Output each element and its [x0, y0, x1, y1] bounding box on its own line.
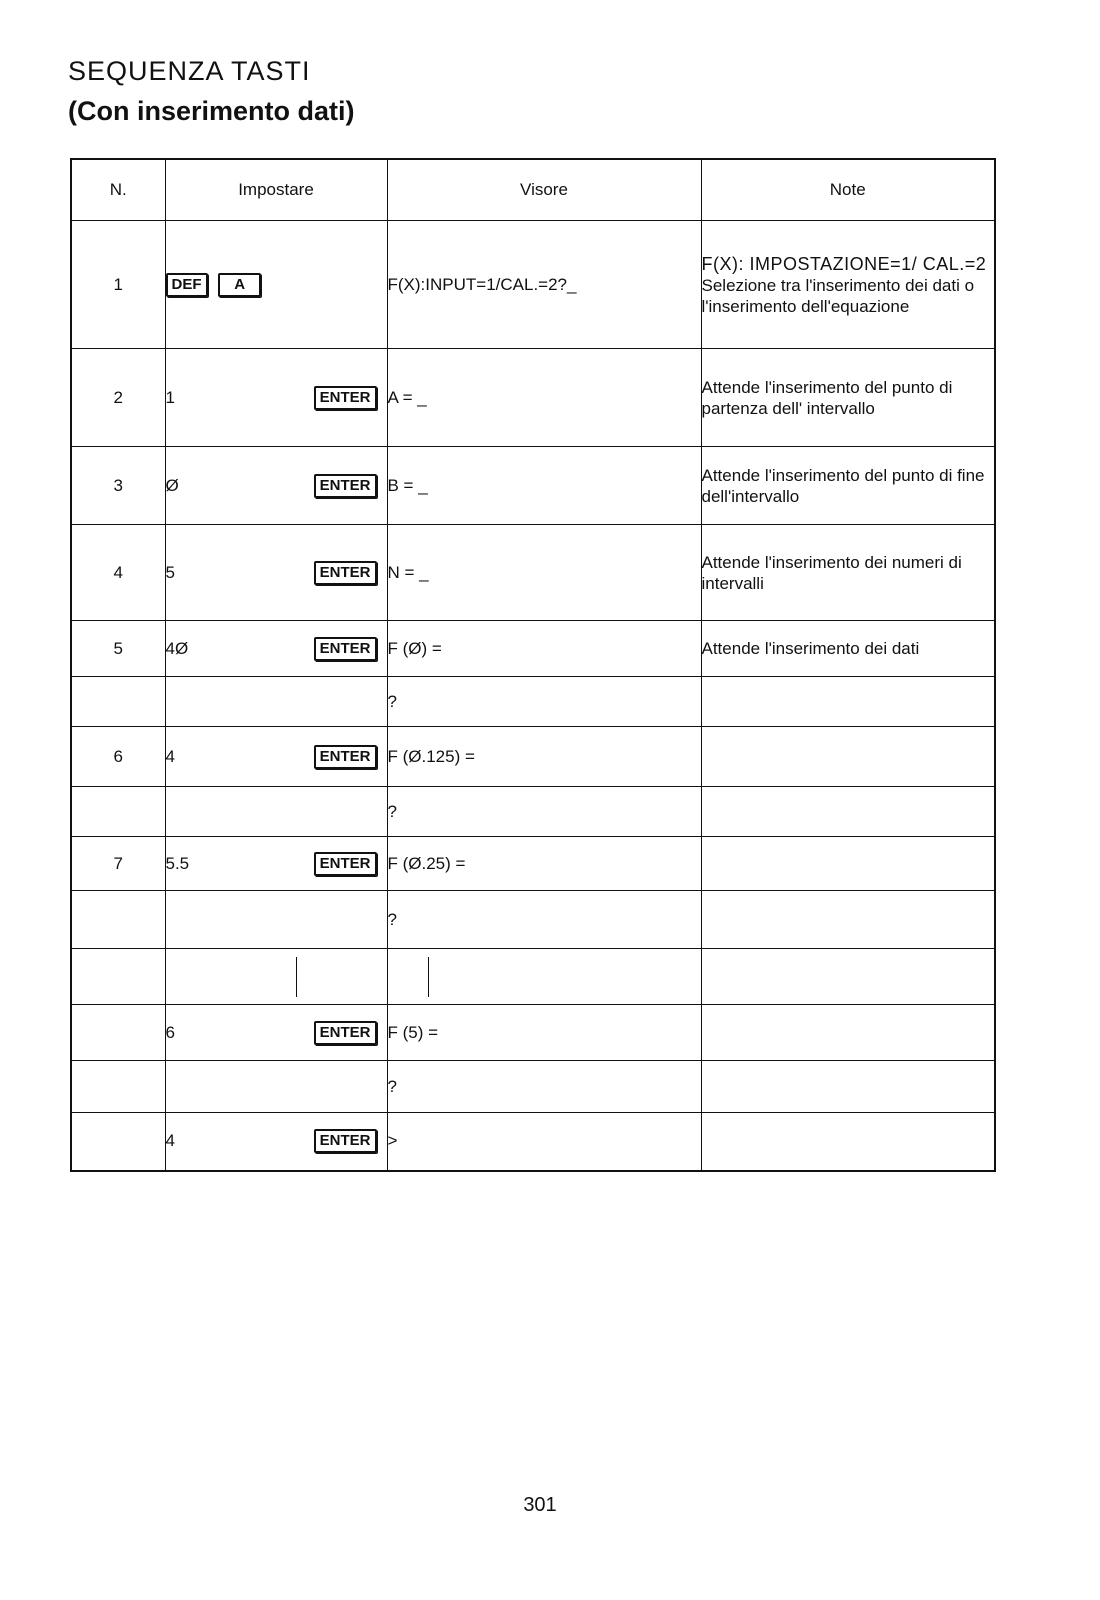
table-row [71, 1061, 995, 1113]
row-note [701, 221, 995, 349]
table-row [71, 1005, 995, 1061]
input-value: 1 [165, 387, 175, 407]
row-input [165, 349, 387, 447]
row-note: Attende l'inserimento dei numeri di intervalli [701, 525, 995, 621]
enter-key: ENTER [314, 637, 377, 661]
row-number [71, 949, 165, 1005]
table-row [71, 1113, 995, 1171]
input-value: 4Ø [165, 638, 189, 658]
table-row [71, 349, 995, 447]
enter-key: ENTER [314, 474, 377, 498]
row-display: ? [387, 1061, 701, 1113]
row-input [165, 891, 387, 949]
enter-key: ENTER [314, 745, 377, 769]
row-input [165, 1005, 387, 1061]
row-note: Attende l'inserimento del punto di fine dell'intervallo [701, 447, 995, 525]
row-display: F (Ø.25) = [387, 837, 701, 891]
row-note [701, 891, 995, 949]
key-sequence-table [70, 158, 996, 1172]
row-input [165, 949, 387, 1005]
row-number: 2 [71, 349, 165, 447]
enter-key: ENTER [314, 852, 377, 876]
row-display: F(X):INPUT=1/CAL.=2?_ [387, 221, 701, 349]
page-title: SEQUENZA TASTI [68, 56, 311, 86]
row-note [701, 677, 995, 727]
input-value: 5.5 [165, 853, 190, 873]
row-note [701, 1113, 995, 1171]
row-display: > [387, 1113, 701, 1171]
row-input [165, 221, 387, 349]
note-main: F(X): IMPOSTAZIONE=1/ CAL.=2 [701, 253, 987, 274]
table-row [71, 677, 995, 727]
header-note: Note [701, 159, 995, 221]
row-number [71, 787, 165, 837]
table-header-row [71, 159, 995, 221]
table-row [71, 447, 995, 525]
row-number [71, 1061, 165, 1113]
row-input [165, 837, 387, 891]
row-display: F (Ø.125) = [387, 727, 701, 787]
row-number: 4 [71, 525, 165, 621]
row-input [165, 1113, 387, 1171]
row-input [165, 727, 387, 787]
continuation-line [428, 957, 429, 997]
table-row [71, 837, 995, 891]
input-value: Ø [165, 475, 179, 495]
enter-key: ENTER [314, 561, 377, 585]
row-display: F (Ø) = [387, 621, 701, 677]
table-row [71, 621, 995, 677]
row-display: B = _ [387, 447, 701, 525]
row-number [71, 1005, 165, 1061]
table-row [71, 221, 995, 349]
row-number: 7 [71, 837, 165, 891]
row-note [701, 727, 995, 787]
a-key: A [218, 273, 261, 297]
row-number [71, 1113, 165, 1171]
row-number: 5 [71, 621, 165, 677]
header-display: Visore [387, 159, 701, 221]
row-number: 3 [71, 447, 165, 525]
table-row [71, 727, 995, 787]
row-display: F (5) = [387, 1005, 701, 1061]
row-input [165, 1061, 387, 1113]
row-input [165, 447, 387, 525]
row-number: 6 [71, 727, 165, 787]
row-note [701, 787, 995, 837]
page-number: 301 [523, 1494, 557, 1516]
row-number [71, 891, 165, 949]
note-text: Selezione tra l'inserimento dei dati o l'inserimento dell'equazione [701, 275, 975, 316]
table-row [71, 525, 995, 621]
row-display [387, 949, 701, 1005]
input-value: 6 [165, 1022, 175, 1042]
row-input [165, 525, 387, 621]
header-input: Impostare [165, 159, 387, 221]
row-display: ? [387, 677, 701, 727]
enter-key: ENTER [314, 386, 377, 410]
row-display: ? [387, 787, 701, 837]
row-display: A = _ [387, 349, 701, 447]
page-subtitle: (Con inserimento dati) [68, 96, 355, 126]
continuation-line [296, 957, 297, 997]
row-display: N = _ [387, 525, 701, 621]
row-note [701, 949, 995, 1005]
row-note [701, 837, 995, 891]
row-note [701, 1061, 995, 1113]
row-note [701, 1005, 995, 1061]
row-note: Attende l'inserimento dei dati [701, 621, 995, 677]
table-row [71, 891, 995, 949]
row-input [165, 787, 387, 837]
row-note: Attende l'inserimento del punto di partenza dell' intervallo [701, 349, 995, 447]
enter-key: ENTER [314, 1021, 377, 1045]
table-row [71, 787, 995, 837]
row-number: 1 [71, 221, 165, 349]
input-value: 4 [165, 746, 175, 766]
row-input [165, 621, 387, 677]
enter-key: ENTER [314, 1129, 377, 1153]
row-display: ? [387, 891, 701, 949]
row-input [165, 677, 387, 727]
table-row [71, 949, 995, 1005]
input-value: 5 [165, 562, 175, 582]
def-key: DEF [166, 273, 208, 297]
input-value: 4 [165, 1131, 175, 1151]
header-num: N. [71, 159, 165, 221]
row-number [71, 677, 165, 727]
